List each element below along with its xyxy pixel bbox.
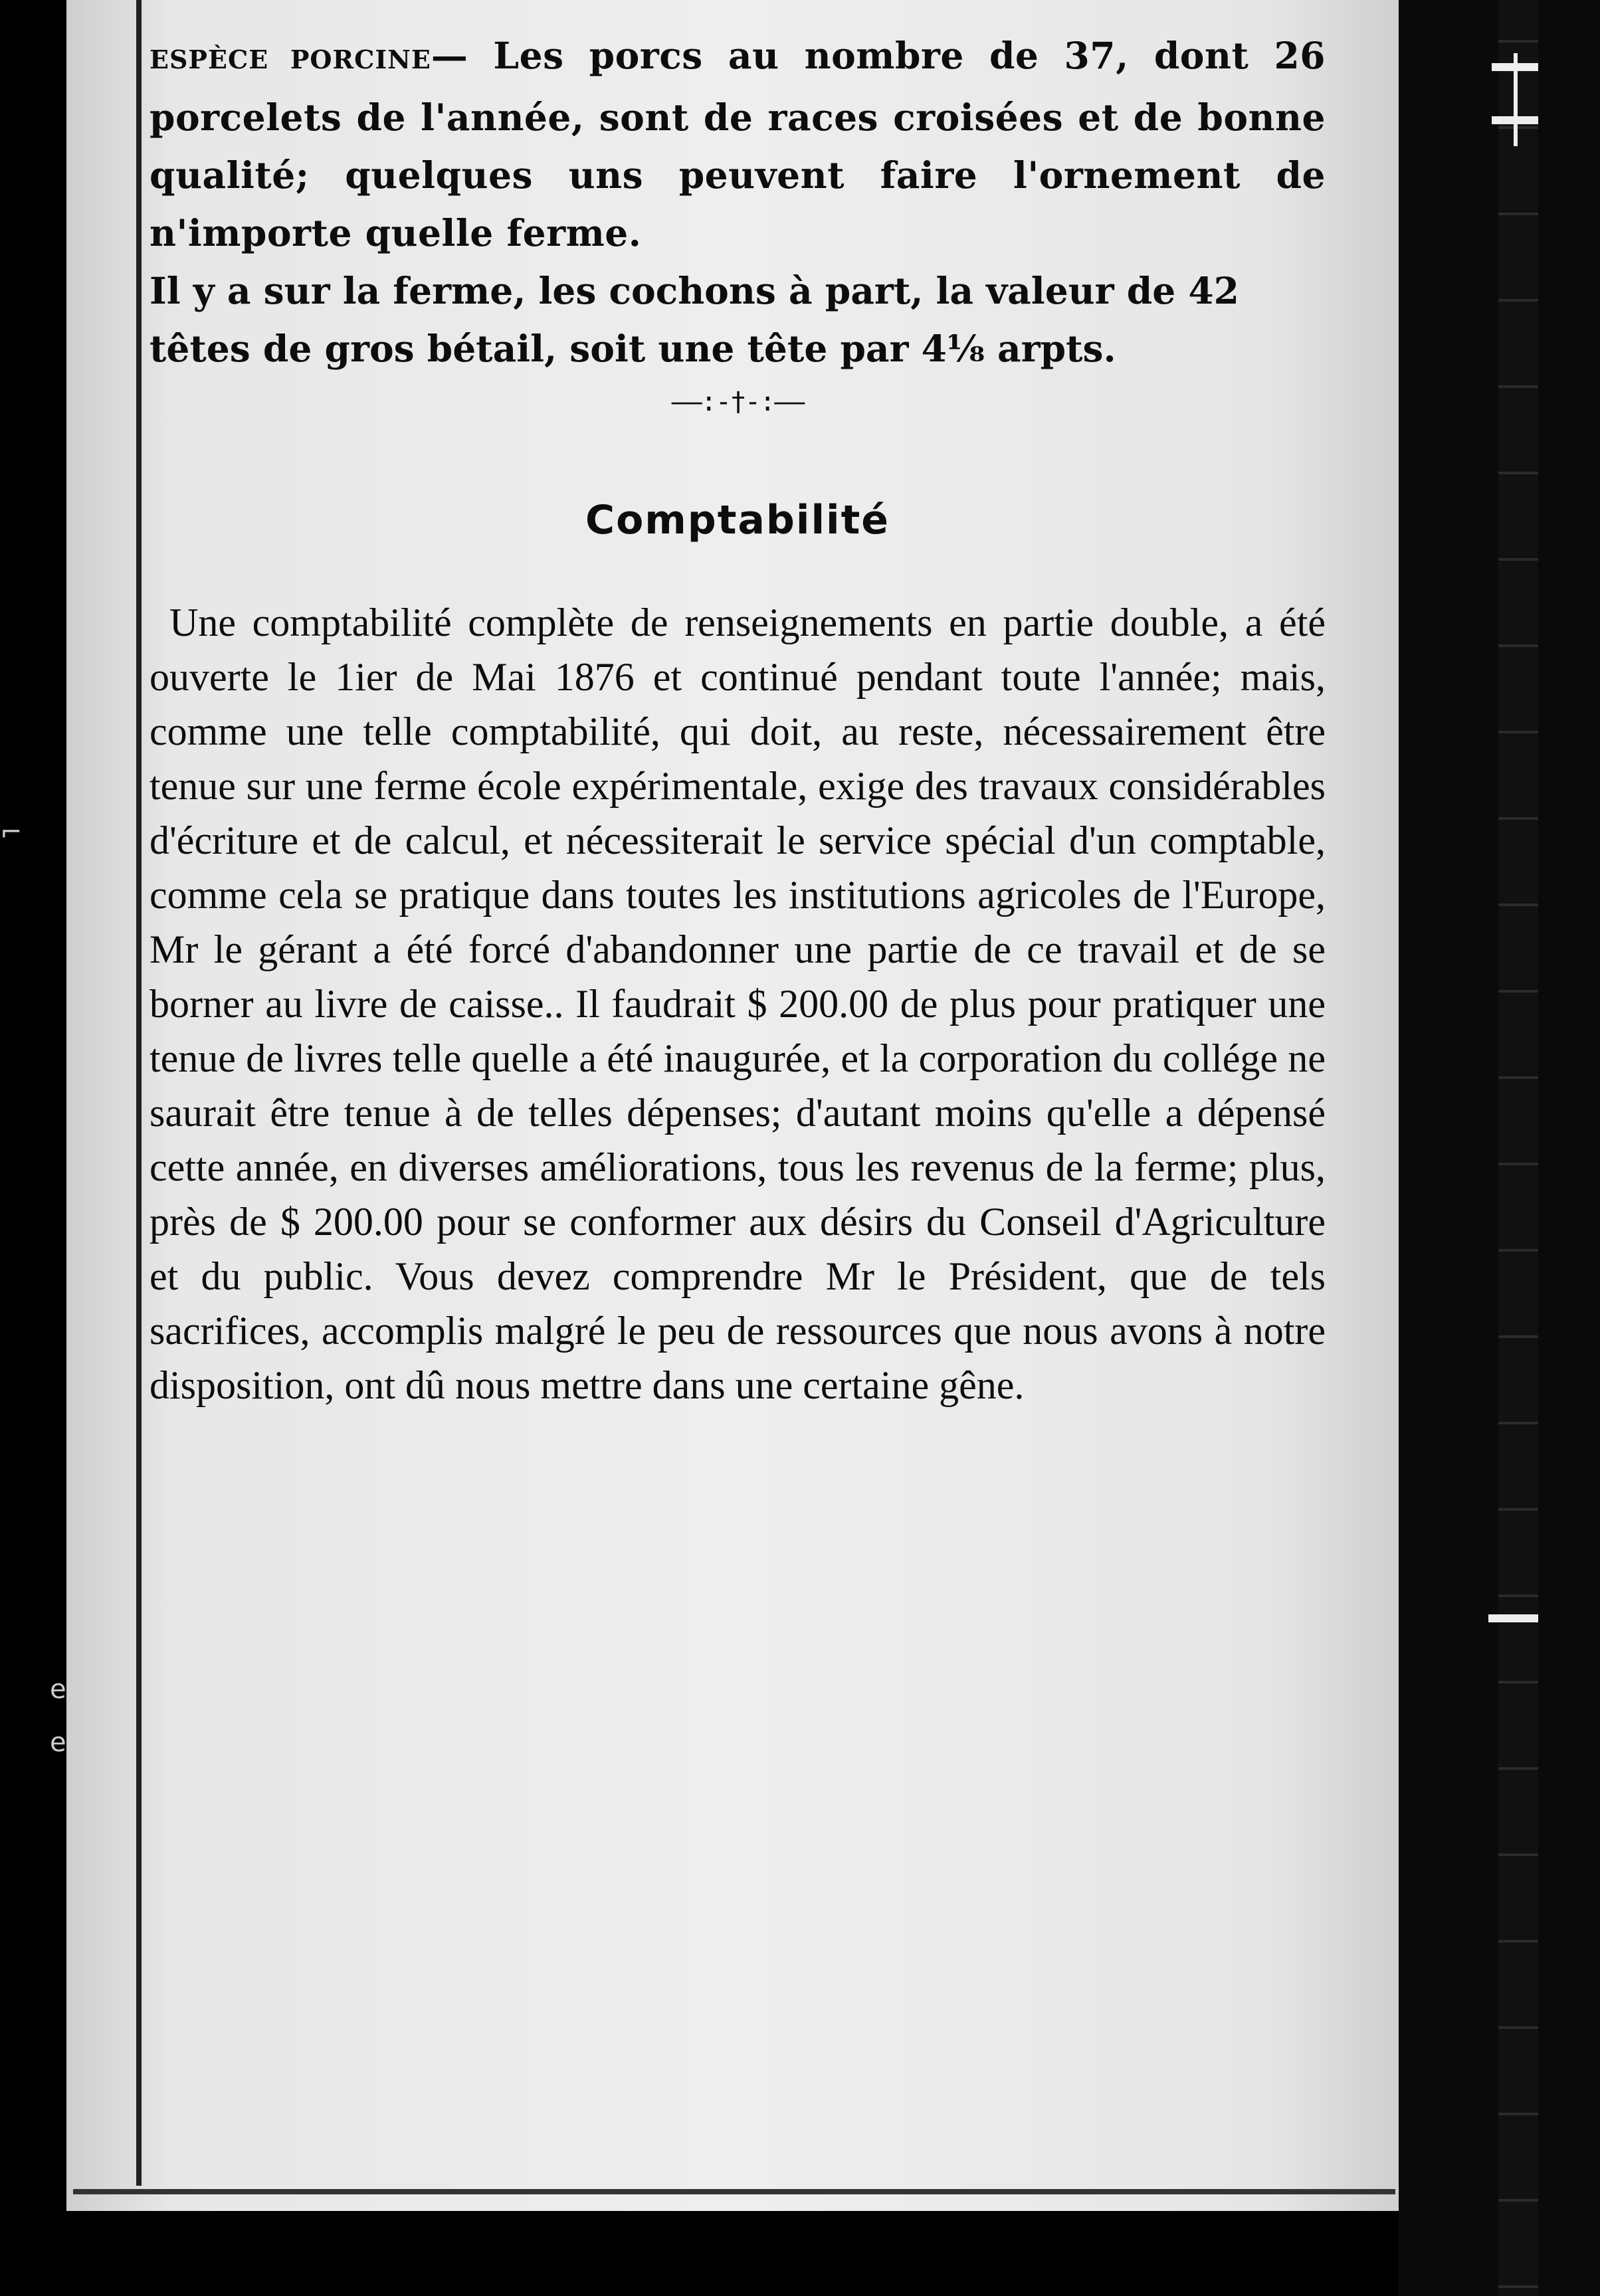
cattle-paragraph: Il y a sur la ferme, les cochons à part, la valeur de 42 têtes de gros bétail, soit une tête par 4⅛ arpts. (150, 269, 1239, 370)
margin-mark: ⌐ (0, 817, 23, 848)
page-content (150, 27, 1326, 1412)
section-title: Comptabilité (585, 497, 890, 543)
binding-mark (1514, 53, 1518, 146)
livestock-text: — Les porcs au nombre de 37, dont 26 porcelets de l'année, sont de races croisées et de bonne qualité; quelques uns peuvent faire l'ornement de n'importe quelle ferme. (150, 34, 1326, 254)
binding-strip (1498, 0, 1538, 2296)
page-left-rule (136, 0, 142, 2186)
page-bottom-rule (73, 2189, 1395, 2194)
section-label: ESPÈCE PORCINE (150, 45, 431, 74)
margin-mark: e (50, 1727, 66, 1758)
binding-mark (1488, 1614, 1538, 1622)
livestock-paragraph (150, 27, 1326, 262)
margin-mark: e (50, 1674, 66, 1705)
section-ornament: ——:-†-:—— (671, 387, 804, 417)
accounting-paragraph: Une comptabilité complète de renseignements en partie double, a été ouverte le 1ier de Mai 1876 et continué pendant toute l'année; mais, comme une telle comptabilité, qui doit, au reste, nécessairement être tenue sur une ferme école expérimentale, exige des travaux considérables d'écriture et de calcul, et nécessiterait le service spécial d'un comptable, comme cela se pratique dans toutes les institutions agricoles de l'Europe, Mr le gérant a été forcé d'abandonner une partie de ce travail et de se borner au livre de caisse.. Il faudrait $ 200.00 de plus pour pratiquer une tenue de livres telle quelle a été inaugurée, et la corporation du collége ne saurait être tenue à de telles dépenses; d'autant moins qu'elle a dépensé cette année, en diverses améliorations, tous les revenus de la ferme; plus, près de $ 200.00 pour se conformer aux désirs du Conseil d'Agriculture et du public. Vous devez comprendre Mr le Président, que de tels sacrifices, accomplis malgré le peu de ressources que nous avons à notre disposition, ont dû nous mettre dans une certaine gêne. (150, 601, 1326, 1407)
